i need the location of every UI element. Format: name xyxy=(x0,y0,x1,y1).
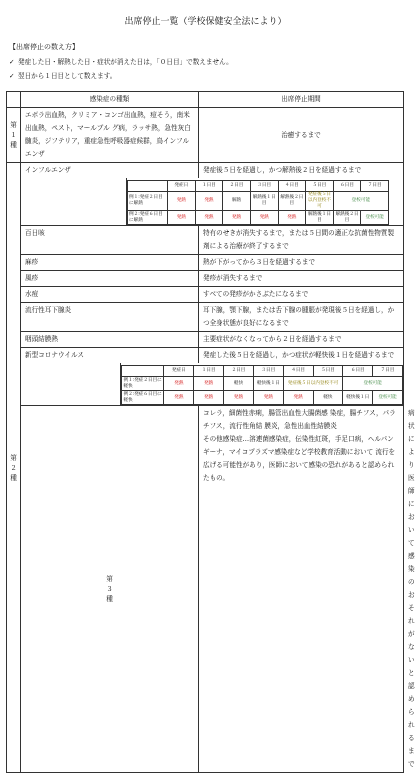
rules-heading: 【出席停止の数え方】 xyxy=(9,43,79,51)
day-header: ６日目 xyxy=(333,181,361,192)
rule-item xyxy=(9,56,233,66)
category-2-text: 第２種 xyxy=(10,453,17,482)
suspension-table xyxy=(6,91,415,773)
example-cell: 解熱後２日目 xyxy=(333,211,361,225)
category-1-label xyxy=(7,108,21,163)
covid-example-table xyxy=(121,365,403,405)
check-icon: ✓ xyxy=(9,58,15,66)
example-cell: 登校可能 xyxy=(373,391,403,405)
day-header: ３日目 xyxy=(253,366,283,377)
category-1-text: 第１種 xyxy=(10,121,17,149)
example-cell: 発熱 xyxy=(223,211,251,225)
table-row xyxy=(7,332,404,348)
covid-example-2 xyxy=(122,391,403,405)
table-row xyxy=(7,287,404,303)
covid-name: 新型コロナウイルス xyxy=(21,348,199,363)
example-cell: 発熱 xyxy=(195,211,223,225)
day-header: ６日目 xyxy=(343,366,373,377)
measles-name: 麻疹 xyxy=(21,255,199,271)
example-cell: 発熱 xyxy=(164,377,194,391)
category-2-label xyxy=(7,163,21,773)
example-cell: 解熱後２日目 xyxy=(278,192,306,211)
pertussis-name: 百日咳 xyxy=(21,226,199,255)
example-label: 例２:発症６日目に解熱 xyxy=(128,211,168,225)
example-cell: 発症後５日以内登校不可 xyxy=(283,377,343,391)
example-cell: 発熱 xyxy=(253,391,283,405)
example-cell: 登校可能 xyxy=(343,377,403,391)
covid-example-1 xyxy=(122,377,403,391)
table-row xyxy=(7,163,404,226)
rule-text: 発症した日・解熱した日・症状が消えた日は，「０日目」で数えません。 xyxy=(18,58,233,66)
example-cell: 発熱 xyxy=(250,211,278,225)
table-header-row xyxy=(7,92,404,108)
day-header: ２日目 xyxy=(224,366,254,377)
day-header: 発症日 xyxy=(168,181,196,192)
day-header: １日目 xyxy=(194,366,224,377)
example-cell: 軽快 xyxy=(313,391,343,405)
example-cell: 軽快 xyxy=(224,377,254,391)
flu-name: インフルエンザ xyxy=(21,163,199,178)
day-header: ２日目 xyxy=(223,181,251,192)
example-cell: 発症後５日以内登校不可 xyxy=(306,192,334,211)
example-cell: 解熱後１日目 xyxy=(250,192,278,211)
header-period: 出席停止期間 xyxy=(199,92,404,108)
day-header: ５日目 xyxy=(306,181,334,192)
pcf-period: 主要症状がなくなってから２日を経過するまで xyxy=(199,332,404,348)
rubella-period: 発疹が消失するまで xyxy=(199,271,404,287)
day-header: ７日目 xyxy=(361,181,389,192)
day-header: ３日目 xyxy=(250,181,278,192)
example-cell: 発熱 xyxy=(195,192,223,211)
measles-period: 熱が下がってから３日を経過するまで xyxy=(199,255,404,271)
table-row xyxy=(7,271,404,287)
example-cell: 発熱 xyxy=(224,391,254,405)
day-header: 発症日 xyxy=(164,366,194,377)
example-cell: 発熱 xyxy=(168,192,196,211)
day-header: ５日目 xyxy=(313,366,343,377)
example-cell: 登校可能 xyxy=(361,211,389,225)
day-header: ７日目 xyxy=(373,366,403,377)
table-row xyxy=(7,108,404,163)
example-label: 例１:発症２日目に解熱 xyxy=(128,192,168,211)
table-row xyxy=(7,303,404,332)
covid-block xyxy=(21,348,404,406)
category-3-label xyxy=(21,406,199,773)
example-label: 例１:発症２日目に軽快 xyxy=(122,377,164,391)
example-cell: 発熱 xyxy=(194,377,224,391)
table-row: 第３種 コレラ，細菌性赤痢，腸管出血性大腸菌感 染症，腸チフス，パラチフス，流行性角結 膜炎，急性出血性結膜炎 その他感染症…溶連菌感染症，伝染性紅斑，手足口病，ヘルパンギーナ，マイコプラズマ感染症など学校教育活動において 流行を広げる可能性があり，医師において感染の恐れがあると認められたもの。 病状により医師において感染のおそれがないと認められるまで xyxy=(7,406,404,773)
varicella-period: すべての発疹がかさぶたになるまで xyxy=(199,287,404,303)
pcf-name: 咽頭結膜熱 xyxy=(21,332,199,348)
header-blank xyxy=(7,92,21,108)
example-cell: 発熱 xyxy=(283,391,313,405)
example-cell: 発熱 xyxy=(164,391,194,405)
flu-example-header xyxy=(128,181,389,192)
flu-period: 発症後５日を経過し，かつ解熱後２日を経過するまで xyxy=(203,166,362,174)
flu-example-1 xyxy=(128,192,389,211)
cat1-diseases: エボラ出血熱，クリミア・コンゴ出血熱，痘そう，南米出血熱，ペスト，マールブル グ病，ラッサ熱，急性灰白髄炎，ジフテリア，重症急性呼吸器症候群，鳥インフルエンザ xyxy=(21,108,199,163)
table-row xyxy=(7,348,404,406)
table-row xyxy=(7,226,404,255)
rule-text: 翌日から１日目として数えます。 xyxy=(18,72,117,80)
flu-block xyxy=(21,163,404,226)
day-header: ４日目 xyxy=(283,366,313,377)
example-cell: 解熱後１日目 xyxy=(306,211,334,225)
pertussis-period: 特有のせきが消失するまで，または５日間の適正な抗菌性物質製剤による治療が終了するまで xyxy=(199,226,404,255)
header-disease: 感染症の種類 xyxy=(21,92,199,108)
flu-example-table xyxy=(127,180,389,225)
mumps-name: 流行性耳下腺炎 xyxy=(21,303,199,332)
varicella-name: 水痘 xyxy=(21,287,199,303)
example-label: 例２:発症６日目に軽快 xyxy=(122,391,164,405)
page-title: 出席停止一覧（学校保健安全法により） xyxy=(124,17,287,27)
cat3-diseases: コレラ，細菌性赤痢，腸管出血性大腸菌感 染症，腸チフス，パラチフス，流行性角結 膜炎，急性出血性結膜炎 その他感染症…溶連菌感染症，伝染性紅斑，手足口病，ヘルパンギーナ，マイコプラズマ感染症など学校教育活動において 流行を広げる可能性があり，医師において感染の恐れがあると認められたもの。 xyxy=(199,406,404,773)
covid-example-header xyxy=(122,366,403,377)
covid-period: 発症した後５日を経過し，かつ症状が軽快後１日を経過するまで xyxy=(203,351,395,359)
cat1-period: 治癒するまで xyxy=(199,108,404,163)
day-header: ４日目 xyxy=(278,181,306,192)
example-cell: 軽快後１日 xyxy=(253,377,283,391)
example-cell: 解熱 xyxy=(223,192,251,211)
rubella-name: 風疹 xyxy=(21,271,199,287)
category-3-text: 第３種 xyxy=(106,575,113,603)
rule-item xyxy=(9,70,116,80)
check-icon: ✓ xyxy=(9,72,15,80)
mumps-period: 耳下腺，顎下腺，または舌下腺の腫脹が発現後５日を経過し，かつ全身状態が良好になるまで xyxy=(199,303,404,332)
example-cell: 発熱 xyxy=(168,211,196,225)
example-cell: 軽快後１日 xyxy=(343,391,373,405)
example-cell: 登校可能 xyxy=(333,192,388,211)
day-header: １日目 xyxy=(195,181,223,192)
flu-example-2 xyxy=(128,211,389,225)
example-cell: 発熱 xyxy=(278,211,306,225)
table-row xyxy=(7,255,404,271)
example-cell: 発熱 xyxy=(194,391,224,405)
